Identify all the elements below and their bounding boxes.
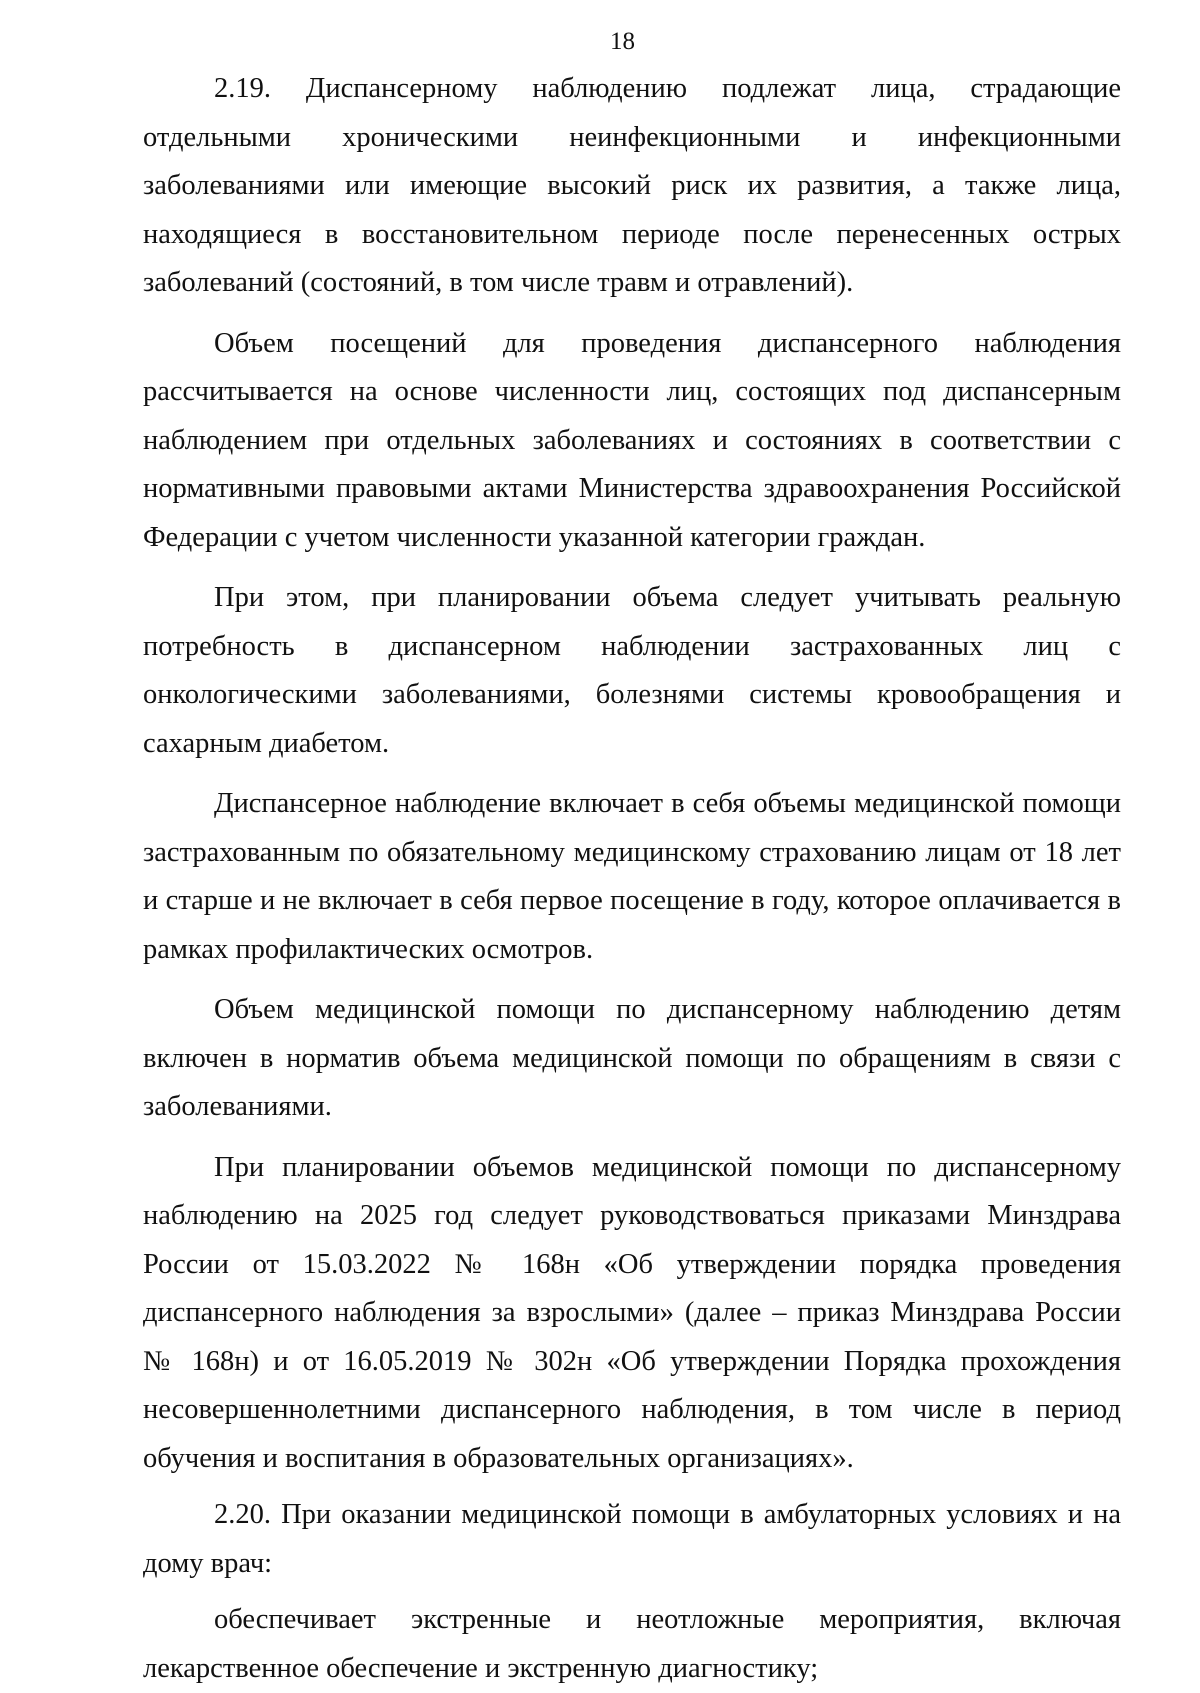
paragraph-orders: При планировании объемов медицинской помощи по диспансерному наблюдению на 2025 год следует руководствоваться приказами Минздрава России от 15.03.2022 № 168н «Об утверждении порядка проведения диспансерного наблюдения за взрослыми» (далее – приказ Минздрава России № 168н) и от 16.05.2019 № 302н «Об утверждении Порядка прохождения несовершеннолетними диспансерного наблюдения, в том числе в период обучения и воспитания в образовательных организациях». [143, 1151, 1121, 1474]
paragraph-2-19: 2.19. Диспансерному наблюдению подлежат лица, страдающие отдельными хроническими неинфекционными и инфекционными заболеваниями или имеющие высокий риск их развития, а также лица, находящиеся в восстановительном периоде после перенесенных острых заболеваний (состояний, в том числе травм и отравлений). [143, 73, 1121, 298]
paragraph-2-20: 2.20. При оказании медицинской помощи в амбулаторных условиях и на дому врач: [143, 1499, 1121, 1579]
paragraph-children-volume: Объем медицинской помощи по диспансерному наблюдению детям включен в норматив объема медицинской помощи по обращениям в связи с заболеваниями. [143, 994, 1121, 1122]
paragraph-emergency-measures: обеспечивает экстренные и неотложные мероприятия, включая лекарственное обеспечение и экстренную диагностику; [143, 1604, 1121, 1684]
page-number: 18 [610, 28, 635, 55]
paragraph-visit-volume: Объем посещений для проведения диспансерного наблюдения рассчитывается на основе численности лиц, состоящих под диспансерным наблюдением при отдельных заболеваниях и состояниях в соответствии с нормативными правовыми актами Министерства здравоохранения Российской Федерации с учетом численности указанной категории граждан. [143, 327, 1121, 553]
document-body [143, 65, 1121, 1693]
paragraph-dispensary-includes: Диспансерное наблюдение включает в себя объемы медицинской помощи застрахованным по обязательному медицинскому страхованию лицам от 18 лет и старше и не включает в себя первое посещение в году, которое оплачивается в рамках профилактических осмотров. [143, 788, 1121, 965]
paragraph-planning: При этом, при планировании объема следует учитывать реальную потребность в диспансерном наблюдении застрахованных лиц с онкологическими заболеваниями, болезнями системы кровообращения и сахарным диабетом. [143, 582, 1121, 759]
